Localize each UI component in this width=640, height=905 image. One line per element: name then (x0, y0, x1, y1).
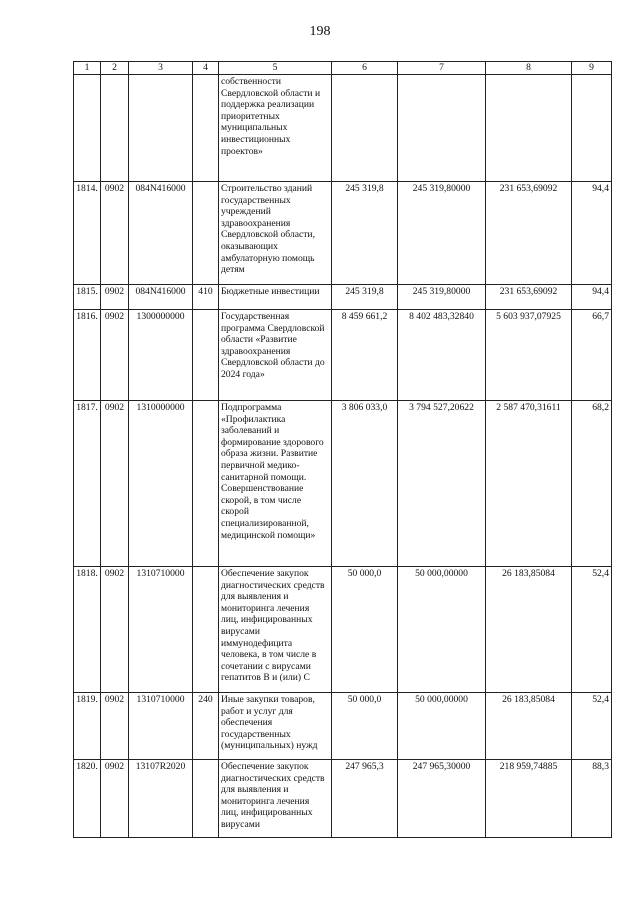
table-row (74, 75, 612, 182)
target-code: 1300000000 (129, 310, 193, 401)
section-code: 0902 (101, 182, 129, 285)
row-number: 1819. (74, 693, 101, 760)
header-row (74, 62, 612, 75)
item-name: Бюджетные инвестиции (219, 285, 332, 310)
item-name: Иные закупки товаров, работ и услуг для обеспечения государственных (муниципальных) нужд (219, 693, 332, 760)
target-code: 084N416000 (129, 182, 193, 285)
table-row (74, 182, 612, 285)
executed-amount (486, 75, 572, 182)
executed-amount: 26 183,85084 (486, 693, 572, 760)
target-code: 1310710000 (129, 693, 193, 760)
row-number: 1815. (74, 285, 101, 310)
approved-amount: 8 459 661,2 (332, 310, 398, 401)
row-number (74, 75, 101, 182)
executed-amount: 26 183,85084 (486, 567, 572, 693)
refined-amount (398, 75, 486, 182)
executed-amount: 231 653,69092 (486, 182, 572, 285)
approved-amount: 245 319,8 (332, 182, 398, 285)
target-code: 1310710000 (129, 567, 193, 693)
column-header: 8 (486, 62, 572, 75)
row-number: 1818. (74, 567, 101, 693)
executed-amount: 218 959,74885 (486, 760, 572, 838)
execution-percent: 66,7 (572, 310, 612, 401)
section-code: 0902 (101, 285, 129, 310)
expense-type (193, 182, 219, 285)
column-header: 3 (129, 62, 193, 75)
refined-amount: 8 402 483,32840 (398, 310, 486, 401)
table-row (74, 693, 612, 760)
item-name: Строительство зданий государственных учреждений здравоохранения Свердловской области, оказывающих амбулаторную помощь детям (219, 182, 332, 285)
execution-percent: 52,4 (572, 693, 612, 760)
section-code: 0902 (101, 760, 129, 838)
approved-amount: 50 000,0 (332, 567, 398, 693)
target-code: 084N416000 (129, 285, 193, 310)
approved-amount: 247 965,3 (332, 760, 398, 838)
section-code: 0902 (101, 310, 129, 401)
column-header: 1 (74, 62, 101, 75)
executed-amount: 231 653,69092 (486, 285, 572, 310)
column-header: 6 (332, 62, 398, 75)
approved-amount: 245 319,8 (332, 285, 398, 310)
refined-amount: 247 965,30000 (398, 760, 486, 838)
execution-percent: 94,4 (572, 285, 612, 310)
column-header: 2 (101, 62, 129, 75)
table-row (74, 285, 612, 310)
expense-type: 240 (193, 693, 219, 760)
target-code (129, 75, 193, 182)
item-name: Обеспечение закупок диагностических средств для выявления и мониторинга лечения лиц, инфицированных вирусами (219, 760, 332, 838)
expense-type: 410 (193, 285, 219, 310)
refined-amount: 50 000,00000 (398, 693, 486, 760)
refined-amount: 245 319,80000 (398, 182, 486, 285)
expense-type (193, 75, 219, 182)
column-header: 5 (219, 62, 332, 75)
item-name: Подпрограмма «Профилактика заболеваний и формирование здорового образа жизни. Развитие первичной медико-санитарной помощи. Совершенствование скорой, в том числе скорой специализированной, медицинской помощи» (219, 401, 332, 567)
row-number: 1814. (74, 182, 101, 285)
execution-percent: 94,4 (572, 182, 612, 285)
row-number: 1817. (74, 401, 101, 567)
table-row (74, 760, 612, 838)
section-code: 0902 (101, 567, 129, 693)
table-row (74, 310, 612, 401)
row-number: 1816. (74, 310, 101, 401)
execution-percent: 52,4 (572, 567, 612, 693)
item-name: Государственная программа Свердловской области «Развитие здравоохранения Свердловской области до 2024 года» (219, 310, 332, 401)
expense-type (193, 401, 219, 567)
item-name: Обеспечение закупок диагностических средств для выявления и мониторинга лечения лиц, инфицированных вирусами иммунодефицита человека, в том числе в сочетании с вирусами гепатитов B и (или) C (219, 567, 332, 693)
execution-percent: 68,2 (572, 401, 612, 567)
target-code: 1310000000 (129, 401, 193, 567)
approved-amount (332, 75, 398, 182)
expense-type (193, 760, 219, 838)
executed-amount: 2 587 470,31611 (486, 401, 572, 567)
section-code: 0902 (101, 693, 129, 760)
target-code: 13107R2020 (129, 760, 193, 838)
execution-percent: 88,3 (572, 760, 612, 838)
approved-amount: 50 000,0 (332, 693, 398, 760)
page-number: 198 (309, 24, 331, 39)
row-number: 1820. (74, 760, 101, 838)
item-name: собственности Свердловской области и поддержка реализации приоритетных муниципальных инвестиционных проектов» (219, 75, 332, 182)
refined-amount: 245 319,80000 (398, 285, 486, 310)
refined-amount: 50 000,00000 (398, 567, 486, 693)
execution-percent (572, 75, 612, 182)
column-header: 9 (572, 62, 612, 75)
refined-amount: 3 794 527,20622 (398, 401, 486, 567)
table-row (74, 567, 612, 693)
column-header: 7 (398, 62, 486, 75)
table-row (74, 401, 612, 567)
expense-type (193, 310, 219, 401)
budget-table (73, 61, 612, 838)
approved-amount: 3 806 033,0 (332, 401, 398, 567)
executed-amount: 5 603 937,07925 (486, 310, 572, 401)
section-code: 0902 (101, 401, 129, 567)
expense-type (193, 567, 219, 693)
section-code (101, 75, 129, 182)
column-header: 4 (193, 62, 219, 75)
